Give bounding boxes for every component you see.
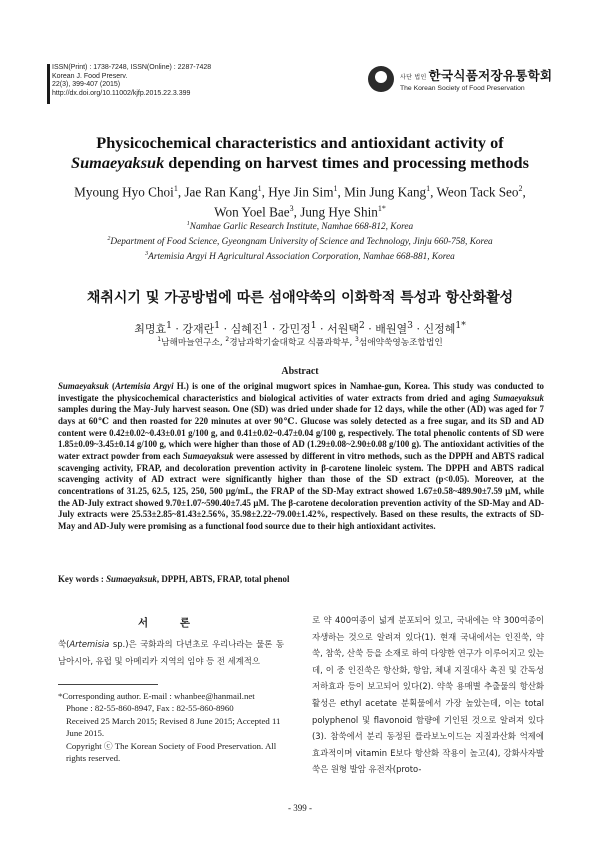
- abstract-text: Sumaeyaksuk (Artemisia Argyi H.) is one of the original mugwort spices in Namhae-gun, Korea. This study was conducted to investigate the physicochemical characteristics and biological activities of water extracts from dried and aging Sumaeyaksuk samples during the May-July harvest season. One (SD) was dried under shade for 12 days, while the other (AD) was aged for 7 days at 60℃ and then roasted for 220 minutes at over 90℃. Glucose was solely detected as a free sugar, and its SD and AD content were 0.42±0.02~0.43±0.01 g/100 g, and 0.41±0.02~0.47±0.04 g/100 g, respectively. The total phenolic contents of SD were 1.85±0.09~3.45±0.14 g/100 g, which were higher than those of AD (1.29±0.08~2.90±0.08 g/100 g). The antioxidant activities of the water extract powder from each Sumaeyaksuk were assessed by different in vitro methods, such as the DPPH and ABTS radical scavenging activity, FRAP, and decoloration prevention activity in β-carotene linoleic system. The DPPH and ABTS radical scavenging activity of AD extract were significantly higher than those of the SD extract (p<0.05). Moreover, at the concentrations of 31.25, 62.5, 125, 250, 500 μg/mL, the FRAP of the SD-May extract showed 1.67±0.58~489.90±7.59 μM, while the AD-July extract showed 9.70±1.07~590.40±7.45 μM. The β-carotene decoloration prevention activity of the SD-May and AD-July extracts were 25.53±2.85~81.43±2.56%, 35.98±2.22~79.00±1.42%, respectively. Based on these results, the extracts of SD-May and AD-July were promising as a functional food source due to their high antioxidant activites.: [58, 381, 544, 531]
- korean-affiliation-text: 경남과학기술대학교 식품과학부,: [229, 338, 355, 348]
- korean-affiliation-mark: 3: [354, 336, 359, 344]
- introduction-left-text: 쑥(Artemisia sp.)은 국화과의 다년초로 우리나라는 물론 동남아시아, 유럽 및 아메리카 지역의 임야 등 전 세계적으: [58, 639, 284, 666]
- affiliation: [30, 218, 570, 233]
- doi-link[interactable]: http://dx.doi.org/10.11002/kjfp.2015.22.3.399: [52, 89, 191, 97]
- title-line-2: Sumaeyaksuk depending on harvest times and processing methods: [71, 153, 529, 172]
- contact-phone: Phone : 82-55-860-8947, Fax : 82-55-860-8960: [66, 703, 234, 714]
- society-name-en: The Korean Society of Food Preservation: [400, 85, 525, 92]
- copyright: Copyright ⓒ The Korean Society of Food Preservation. All rights reserved.: [66, 740, 277, 764]
- author-separator: ,: [177, 184, 185, 200]
- author-name: 강재란: [182, 322, 215, 336]
- received-dates: Received 25 March 2015; Revised 8 June 2015; Accepted 11 June 2015.: [66, 715, 281, 739]
- author-affiliation-mark: 1: [166, 320, 172, 331]
- affiliation: [30, 248, 570, 263]
- society-name-ko: 사단 법인 한국식품저장유통학회: [400, 68, 553, 83]
- footnote: [58, 690, 288, 764]
- affiliation-text: Department of Food Science, Gyeongnam University of Science and Technology, Jinju 660-758, Korea: [110, 237, 493, 248]
- korean-affiliation-text: 섬애약쑥영농조합법인: [358, 338, 443, 348]
- journal-meta: [52, 64, 211, 98]
- affiliation-list: [30, 218, 570, 263]
- author-name: Jung Hye Shin: [300, 204, 378, 220]
- author-separator: ·: [316, 322, 328, 336]
- author-name: 신정혜: [423, 322, 456, 336]
- author-name: Myoung Hyo Choi: [74, 184, 174, 200]
- author-affiliation-mark: 1*: [455, 320, 466, 331]
- volume: 22(3), 399-407 (2015): [52, 81, 121, 89]
- author-affiliation-mark: 2: [518, 184, 523, 193]
- korean-affiliation-text: 남해마늘연구소,: [161, 338, 226, 348]
- author-name: Hye Jin Sim: [268, 184, 334, 200]
- author-affiliation-mark: 1: [257, 184, 262, 193]
- author-separator: ·: [413, 322, 424, 336]
- introduction-heading: 서 론: [138, 617, 204, 629]
- affiliation-mark: 2: [107, 236, 111, 243]
- meta-bar: [47, 64, 50, 104]
- author-separator: ,: [293, 204, 301, 220]
- author-separator: ·: [268, 322, 279, 336]
- author-separator: ·: [220, 322, 231, 336]
- author-name: 심혜진: [230, 322, 263, 336]
- keywords: Key words : Sumaeyaksuk, DPPH, ABTS, FRAP, total phenol: [58, 574, 290, 584]
- author-separator: ,: [261, 184, 269, 200]
- author-affiliation-mark: 3: [289, 204, 294, 214]
- author-name: 강민정: [278, 322, 311, 336]
- introduction-right-text: 로 약 400여종이 넓게 분포되어 있고, 국내에는 약 300여종이 자생하는 것으로 알려져 있다(1). 현재 국내에서는 인진쑥, 약쑥, 참쑥, 산쑥 등을 소재로 하여 다양한 연구가 이루어지고 있는데, 이 중 인진쑥은 항산화, 항암, 체내 지질대사 촉진 및 간독성 저하효과 등이 보고되어 있다(2). 약쑥 용매별 추출물의 항산화 활성은 ethyl acetate 분획물에서 가장 높았는데, 이는 total polyphenol 및 flavonoid 함량에 기인된 것으로 알려져 있다(3). 참쑥에서 분리 동정된 플라보노이드는 지질과산화 억제에 효과적이며 vitamin E보다 항산화 작용이 높고(4), 강화사자발쑥은 원형 발암 유전자(proto-: [312, 615, 544, 775]
- author-separator: ·: [364, 322, 376, 336]
- korean-affiliation-mark: 1: [157, 336, 162, 344]
- korean-affiliation-mark: 2: [225, 336, 230, 344]
- author-name: Weon Tack Seo: [436, 184, 519, 200]
- author-affiliation-mark: 2: [358, 320, 365, 331]
- author-name: Min Jung Kang: [344, 184, 427, 200]
- author-affiliation-mark: 1: [426, 184, 431, 193]
- author-affiliation-mark: 1*: [377, 204, 386, 214]
- footnote-divider: [58, 684, 158, 685]
- society-header: [368, 66, 552, 92]
- page-number: - 399 -: [288, 803, 312, 813]
- corresponding-author: *Corresponding author. E-mail : whanbee@hanmail.net: [58, 691, 255, 701]
- author-separator: ,: [337, 184, 345, 200]
- title-line-1: Physicochemical characteristics and antioxidant activity of: [96, 133, 504, 152]
- korean-affiliation-list: [40, 336, 560, 348]
- affiliation-text: Artemisia Argyi H Agricultural Association Corporation, Namhae 668-881, Korea: [148, 252, 455, 263]
- author-affiliation-mark: 1: [333, 184, 338, 193]
- affiliation-mark: 1: [186, 221, 190, 227]
- issn: ISSN(Print) : 1738-7248, ISSN(Online) : 2287-7428: [52, 64, 212, 71]
- korean-title: 채취시기 및 가공방법에 따른 섬애약쑥의 이화학적 특성과 항산화활성: [86, 290, 514, 306]
- author-list: [30, 180, 570, 221]
- society-logo-icon: [368, 66, 394, 92]
- author-name: 서원택: [327, 322, 359, 336]
- author-affiliation-mark: 1: [310, 320, 317, 331]
- author-affiliation-mark: 3: [407, 320, 413, 331]
- korean-author-list: [40, 320, 560, 337]
- author-name: 최명효: [134, 322, 167, 336]
- author-separator: ·: [171, 322, 183, 336]
- author-name: Won Yoel Bae: [214, 204, 290, 220]
- journal-name: Korean J. Food Preserv.: [52, 72, 128, 80]
- society-type: 사단 법인: [400, 74, 427, 81]
- affiliation-text: Namhae Garlic Research Institute, Namhae 668-812, Korea: [189, 222, 414, 233]
- author-affiliation-mark: 1: [214, 320, 221, 331]
- paper-title: [40, 133, 560, 173]
- author-name: 배원열: [375, 322, 408, 336]
- author-separator: ,: [430, 184, 437, 200]
- author-affiliation-mark: 1: [173, 184, 178, 193]
- affiliation-mark: 3: [145, 251, 149, 258]
- author-name: Jae Ran Kang: [184, 184, 258, 200]
- author-line-1: [30, 180, 570, 200]
- author-affiliation-mark: 1: [262, 320, 269, 331]
- author-separator: ,: [522, 184, 526, 200]
- affiliation: [30, 233, 570, 248]
- abstract-heading: Abstract: [281, 366, 319, 377]
